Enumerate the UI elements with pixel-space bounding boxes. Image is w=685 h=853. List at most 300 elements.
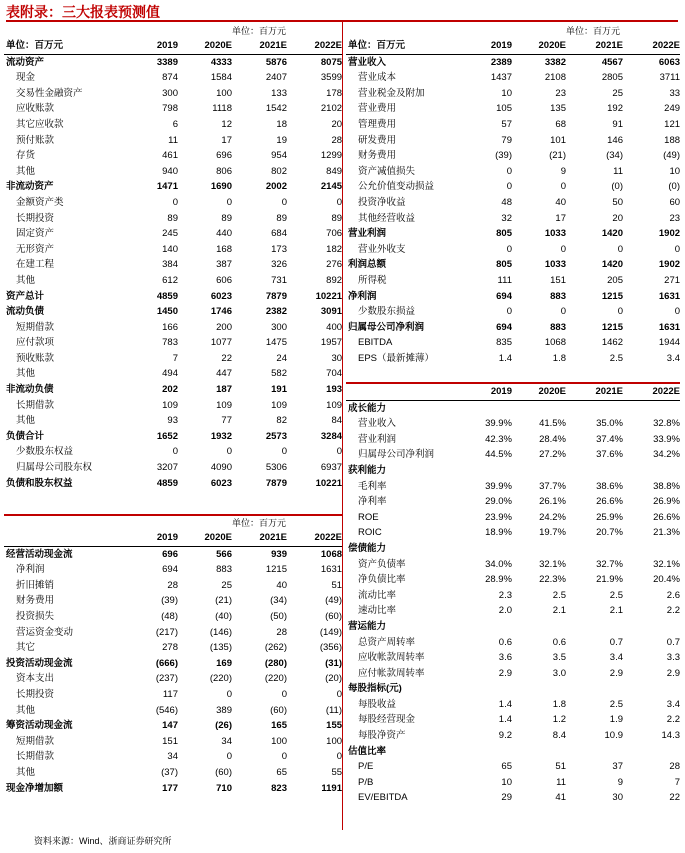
row-value: 249 (664, 103, 681, 115)
row-label: 所得税 (358, 274, 387, 286)
table-row (4, 70, 342, 86)
row-value: (217) (155, 626, 178, 638)
table-row (4, 117, 342, 133)
header-2019: 2019 (124, 530, 178, 546)
row-value: 32.1% (653, 558, 680, 570)
row-value: 0 (560, 306, 566, 318)
row-label: 短期借款 (16, 735, 55, 747)
source-note: 资料来源：Wind、浙商证券研究所 (34, 836, 172, 846)
row-value: 1215 (601, 290, 623, 302)
row-value: 111 (497, 274, 512, 286)
row-value: 0 (226, 688, 232, 700)
row-value: 26.6% (653, 511, 680, 523)
row-label: 投资活动现金流 (6, 657, 73, 669)
row-label: 营运资金变动 (16, 626, 74, 638)
row-label: 现金净增加额 (6, 782, 64, 794)
row-value: (37) (161, 766, 178, 778)
row-value: 51 (555, 761, 566, 773)
cash-flow-panel (4, 514, 342, 796)
table-row (4, 593, 342, 609)
row-value: (0) (668, 181, 681, 193)
table-row (346, 697, 680, 713)
row-value: 100 (216, 87, 232, 99)
row-value: 6937 (320, 462, 343, 474)
table-row (346, 775, 680, 791)
row-value: 0 (560, 243, 566, 255)
row-value: 883 (550, 321, 566, 333)
row-label: 研发费用 (358, 134, 397, 146)
row-label: 短期借款 (16, 321, 55, 333)
table-row (346, 416, 680, 432)
row-value: 41.5% (539, 418, 566, 430)
row-value: 24 (276, 352, 287, 364)
header-2019: 2019 (458, 384, 512, 400)
row-label: 金额资产类 (16, 196, 64, 208)
row-label: EV/EBITDA (358, 792, 408, 804)
header-2021e: 2021E (566, 38, 623, 54)
row-value: 23 (669, 212, 681, 224)
row-value: 696 (216, 150, 232, 162)
row-value: 0 (506, 306, 512, 318)
row-value: 147 (162, 720, 178, 732)
row-value (458, 463, 512, 479)
row-value: 9.2 (498, 730, 512, 742)
table-row (4, 164, 342, 180)
row-label: 净利润 (348, 290, 377, 302)
row-value: 300 (271, 321, 287, 333)
table-row (346, 133, 680, 149)
table-row (346, 54, 680, 70)
row-value: 0.7 (666, 636, 680, 648)
row-value: 29 (501, 792, 512, 804)
row-value: 835 (496, 337, 512, 349)
row-value: 48 (501, 196, 512, 208)
row-value: 40 (555, 196, 566, 208)
table-row (4, 289, 342, 305)
row-value: 82 (276, 415, 287, 427)
row-value: 191 (271, 384, 287, 396)
row-value: 694 (162, 564, 178, 576)
row-value: 0.6 (498, 636, 512, 648)
row-value: 3207 (156, 462, 178, 474)
row-value: 806 (216, 165, 232, 177)
table-row (346, 148, 680, 164)
row-value: 7879 (265, 290, 287, 302)
table-row (4, 335, 342, 351)
row-value: (21) (215, 595, 232, 607)
row-value: 79 (501, 134, 512, 146)
row-value: 50 (612, 196, 623, 208)
row-value: 606 (216, 274, 232, 286)
row-value: (149) (319, 626, 343, 638)
row-value: 1475 (265, 337, 287, 349)
table-row (4, 640, 342, 656)
row-value: 117 (162, 688, 178, 700)
row-value (623, 463, 680, 479)
row-value: (49) (325, 595, 343, 607)
row-value: (666) (155, 657, 178, 669)
row-value: 57 (501, 118, 512, 130)
row-value: 271 (664, 274, 681, 286)
table-row (346, 351, 680, 367)
row-value: (39) (495, 150, 512, 162)
row-label: 每股指标(元) (348, 683, 402, 695)
row-value: 182 (326, 243, 343, 255)
table-row (346, 289, 680, 305)
row-value: 25 (612, 87, 623, 99)
row-value: 19.7% (539, 527, 566, 539)
row-label: 管理费用 (358, 118, 397, 130)
row-value: 10221 (315, 290, 343, 302)
row-value: 89 (167, 212, 178, 224)
row-value: 169 (216, 657, 232, 669)
row-value: 25 (221, 579, 232, 591)
row-value: 384 (162, 259, 178, 271)
unit-label: 单位：百万元 (566, 26, 621, 36)
table-row (4, 179, 342, 195)
row-value: 2573 (265, 430, 287, 442)
row-value (566, 400, 623, 416)
row-value: 178 (326, 87, 343, 99)
row-value: 0.6 (552, 636, 566, 648)
row-value: (146) (209, 626, 232, 638)
row-label: 无形资产 (16, 243, 55, 255)
row-value: 4567 (601, 56, 623, 68)
table-row (4, 578, 342, 594)
row-value: 2389 (490, 56, 512, 68)
row-label: 获利能力 (348, 464, 387, 476)
row-value: 166 (162, 321, 178, 333)
row-value: 30 (331, 352, 343, 364)
row-value: 939 (271, 548, 287, 560)
row-value: (39) (161, 595, 178, 607)
row-value: 1631 (658, 290, 681, 302)
row-value: 2382 (265, 306, 287, 318)
row-label: 利润总额 (348, 259, 387, 271)
row-value: 0 (336, 688, 343, 700)
table-row (4, 546, 342, 562)
row-value: 1118 (212, 103, 232, 115)
row-value: 582 (271, 368, 287, 380)
table-row (346, 666, 680, 682)
row-value: 2.5 (609, 352, 623, 364)
row-value: 84 (331, 415, 343, 427)
table-row (346, 164, 680, 180)
row-value: 4333 (210, 56, 232, 68)
row-value: 9 (617, 776, 623, 788)
table-row (4, 765, 342, 781)
row-value: 32.8% (653, 418, 680, 430)
row-label: 其他 (16, 704, 36, 716)
table-row (346, 463, 680, 479)
table-row (4, 476, 342, 492)
row-value (623, 541, 680, 557)
table-row (4, 320, 342, 336)
balance-sheet-table (4, 24, 342, 491)
table-row (346, 101, 680, 117)
row-value: 1462 (601, 337, 623, 349)
table-row (346, 650, 680, 666)
row-value: 177 (162, 782, 178, 794)
row-value: 1652 (156, 430, 178, 442)
row-value: 11 (168, 134, 178, 146)
row-value: 0.7 (609, 636, 623, 648)
row-value: 26.1% (539, 496, 566, 508)
row-label: 应付款项 (16, 337, 55, 349)
row-label: 其他 (16, 274, 36, 286)
row-label: 筹资活动现金流 (6, 720, 73, 732)
row-value: 109 (271, 399, 287, 411)
row-value (512, 744, 566, 760)
row-value: 22 (221, 352, 232, 364)
row-value: 29.0% (485, 496, 512, 508)
row-value: 14.3 (661, 730, 680, 742)
table-row (346, 226, 680, 242)
row-value: 0 (172, 446, 178, 458)
table-row (346, 117, 680, 133)
row-value: 0 (281, 688, 287, 700)
row-value: 10221 (315, 477, 343, 489)
row-value: 2108 (544, 72, 566, 84)
table-row (4, 242, 342, 258)
row-value: 173 (271, 243, 287, 255)
row-value: 89 (221, 212, 232, 224)
row-value: (34) (606, 150, 623, 162)
table-row (4, 625, 342, 641)
row-value: 109 (216, 399, 232, 411)
row-value: 188 (664, 134, 681, 146)
table-row (4, 687, 342, 703)
row-value: 3.4 (609, 652, 623, 664)
row-label: 流动资产 (6, 56, 45, 68)
row-value: 205 (607, 274, 623, 286)
row-value: 1077 (210, 337, 232, 349)
row-label: P/E (358, 761, 374, 773)
row-value: (60) (270, 704, 287, 716)
unit-label: 单位：百万元 (232, 26, 287, 36)
table-row (346, 320, 680, 336)
row-value: 1191 (321, 782, 343, 794)
row-value: 2.2 (666, 605, 680, 617)
row-value: 874 (162, 72, 178, 84)
row-value: 32.1% (539, 558, 566, 570)
ratios-body (346, 400, 680, 806)
row-value: 100 (326, 735, 343, 747)
table-row (346, 759, 680, 775)
row-value: 34 (221, 735, 232, 747)
row-value: 7 (172, 352, 178, 364)
row-value: 6023 (210, 290, 232, 302)
row-value (566, 681, 623, 697)
row-label: 公允价值变动损益 (358, 181, 435, 193)
row-value: 2.9 (498, 667, 512, 679)
row-value: 34.2% (653, 449, 680, 461)
row-label: 经营活动现金流 (6, 548, 73, 560)
row-label: 其它应收款 (16, 118, 64, 130)
row-value: 22.3% (539, 574, 566, 586)
row-value: 1.4 (498, 714, 512, 726)
row-label: 少数股东权益 (16, 446, 74, 458)
row-value: 805 (496, 228, 512, 240)
column-divider (342, 22, 343, 830)
row-label: 归属母公司净利润 (348, 321, 425, 333)
row-label: EBITDA (358, 337, 393, 349)
row-value: 0 (336, 196, 343, 208)
row-value: 8.4 (552, 730, 566, 742)
row-value: 34.0% (485, 558, 512, 570)
row-value: 146 (607, 134, 623, 146)
row-value: 245 (162, 228, 178, 240)
row-value: 2102 (320, 103, 343, 115)
row-value: 8075 (320, 56, 343, 68)
row-value: 68 (555, 118, 566, 130)
row-label: 长期借款 (16, 399, 55, 411)
row-value: 0 (281, 446, 287, 458)
row-value: 37.4% (596, 433, 623, 445)
row-value: 0 (226, 446, 232, 458)
row-value (458, 400, 512, 416)
row-value: 0 (281, 196, 287, 208)
row-value: 3.5 (552, 652, 566, 664)
row-value: 3.3 (666, 652, 680, 664)
row-value (623, 619, 680, 635)
row-value: 34 (167, 751, 178, 763)
table-row (4, 398, 342, 414)
row-label: 营业成本 (358, 72, 397, 84)
row-value: 0 (226, 751, 232, 763)
row-value: (135) (209, 642, 232, 654)
row-value: 19 (276, 134, 287, 146)
row-value: 0 (336, 446, 343, 458)
row-value: (31) (325, 657, 343, 669)
table-row (346, 211, 680, 227)
row-label: 交易性金融资产 (16, 87, 83, 99)
row-label: 速动比率 (358, 605, 397, 617)
row-value: 37 (612, 761, 623, 773)
row-value: 39.9% (485, 480, 512, 492)
table-row (346, 400, 680, 416)
row-value: 21.3% (653, 527, 680, 539)
row-value: 0 (617, 306, 623, 318)
row-value: 278 (162, 642, 178, 654)
row-value: 1542 (265, 103, 287, 115)
header-label: 单位：百万元 (4, 38, 124, 54)
table-row (346, 619, 680, 635)
table-row (4, 429, 342, 445)
row-value: 28 (276, 626, 287, 638)
row-label: 财务费用 (358, 150, 397, 162)
row-value: 798 (162, 103, 178, 115)
row-value: 300 (162, 87, 178, 99)
row-value: 93 (167, 415, 178, 427)
row-value: 60 (669, 196, 681, 208)
row-value: 6023 (210, 477, 232, 489)
ratios-table (346, 384, 680, 806)
row-value: 1902 (658, 228, 681, 240)
row-value (512, 619, 566, 635)
row-value: 1215 (265, 564, 287, 576)
row-value: 1420 (601, 259, 623, 271)
table-row (4, 211, 342, 227)
cash-flow-body (4, 546, 342, 796)
row-value: (50) (270, 610, 287, 622)
header-label (346, 384, 458, 400)
row-value: (356) (319, 642, 343, 654)
row-value: 389 (216, 704, 232, 716)
table-row (346, 744, 680, 760)
row-value: (237) (155, 673, 178, 685)
row-label: 资产负债率 (358, 558, 406, 570)
row-value: 0 (336, 751, 343, 763)
row-value: 41 (555, 792, 566, 804)
row-value: 2.9 (666, 667, 680, 679)
row-label: 营业利润 (348, 228, 387, 240)
row-value: 2145 (320, 181, 343, 193)
row-value: 1420 (601, 228, 623, 240)
table-row (4, 304, 342, 320)
row-value: 1944 (658, 337, 681, 349)
row-value: 28.4% (539, 433, 566, 445)
row-value: 6063 (658, 56, 681, 68)
table-row (346, 572, 680, 588)
row-label: 净利率 (358, 496, 387, 508)
row-value: 684 (271, 228, 287, 240)
table-row (4, 148, 342, 164)
table-row (4, 133, 342, 149)
row-label: 非流动负债 (6, 384, 54, 396)
row-value (458, 681, 512, 697)
row-label: 资产减值损失 (358, 165, 416, 177)
row-value: 77 (221, 415, 232, 427)
row-value: 326 (271, 259, 287, 271)
row-label: 其他 (16, 368, 36, 380)
page-title: 表附录：三大报表预测值 (6, 4, 160, 20)
row-value: 892 (326, 274, 343, 286)
table-row (4, 413, 342, 429)
row-label: 折旧摊销 (16, 579, 55, 591)
row-label: 每股经营现金 (358, 714, 416, 726)
row-value: 1215 (601, 321, 623, 333)
row-value: 100 (271, 735, 287, 747)
table-row (346, 447, 680, 463)
table-row (4, 257, 342, 273)
header-2022e: 2022E (623, 38, 680, 54)
row-label: 营业收入 (358, 418, 397, 430)
row-value: 55 (331, 766, 343, 778)
header-2022e: 2022E (287, 530, 342, 546)
row-value: (11) (325, 704, 343, 716)
row-value: 38.6% (596, 480, 623, 492)
income-statement-panel (346, 24, 680, 366)
row-label: 归属母公司股东权 (16, 462, 93, 474)
row-label: 其它 (16, 642, 36, 654)
row-value: 151 (162, 735, 178, 747)
row-value: 44.5% (485, 449, 512, 461)
row-value: 0 (506, 243, 512, 255)
row-label: 营业利润 (358, 433, 397, 445)
row-value: 1068 (320, 548, 343, 560)
table-row (4, 609, 342, 625)
row-value: 89 (331, 212, 343, 224)
row-value: 33 (669, 87, 681, 99)
row-value: 133 (271, 87, 287, 99)
cash-flow-table (4, 516, 342, 796)
header-2019: 2019 (124, 38, 178, 54)
row-value: 21.9% (596, 574, 623, 586)
row-label: 营业税金及附加 (358, 87, 425, 99)
row-label: 营业收入 (348, 56, 387, 68)
row-value: 1299 (320, 150, 343, 162)
